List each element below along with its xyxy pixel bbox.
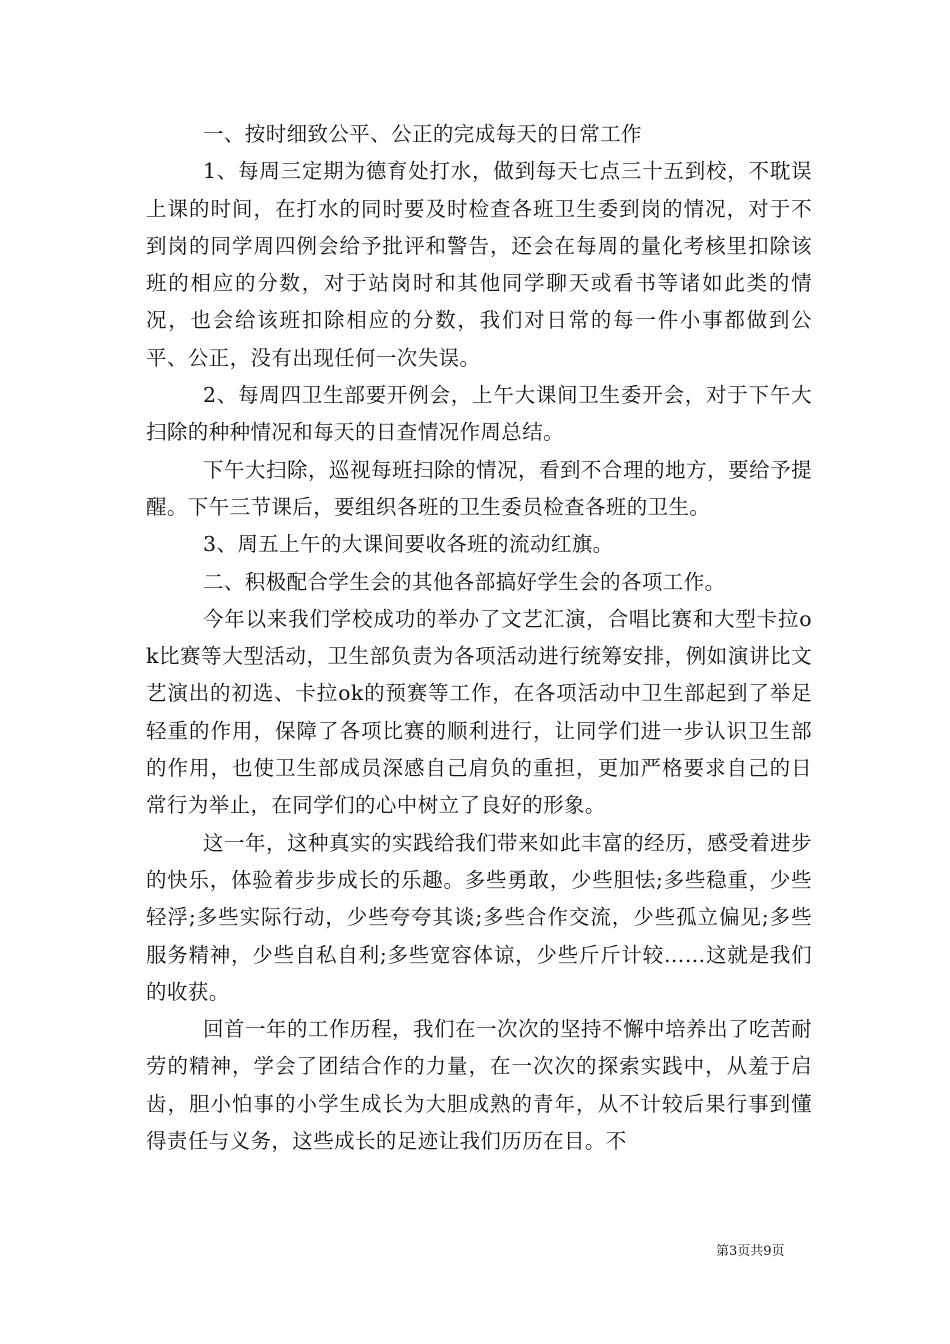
heading-section-two: 二、积极配合学生会的其他各部搞好学生会的各项工作。 — [203, 569, 726, 594]
paragraph-activities: 今年以来我们学校成功的举办了文艺汇演，合唱比赛和大型卡拉ok比赛等大型活动，卫生部负责为各项活动进行统筹安排，例如演讲比文艺演出的初选、卡拉ok的预赛等工作，在各项活动中卫生部起到了举足轻重的作用，保障了各项比赛的顺利进行，让同学们进一步认识卫生部的作用，也使卫生部成员深感自己肩负的重担，更加严格要求自己的日常行为举止，在同学们的心中树立了良好的形象。 — [146, 606, 812, 818]
paragraph-work-history: 回首一年的工作历程，我们在一次次的坚持不懈中培养出了吃苦耐劳的精神，学会了团结合作的力量，在一次次的探索实践中，从羞于启齿，胆小怕事的小学生成长为大胆成熟的青年，从不计较后果行事到懂得责任与义务，这些成长的足迹让我们历历在目。不 — [146, 1017, 812, 1154]
heading-section-one: 一、按时细致公平、公正的完成每天的日常工作 — [203, 122, 642, 146]
paragraph-afternoon-cleaning: 下午大扫除，巡视每班扫除的情况，看到不合理的地方，要给予提醒。下午三节课后，要组织各班的卫生委员检查各班的卫生。 — [146, 457, 812, 519]
paragraph-item-1: 1、每周三定期为德育处打水，做到每天七点三十五到校，不耽误上课的时间，在打水的同时要及时检查各班卫生委到岗的情况，对于不到岗的同学周四例会给予批评和警告，还会在每周的量化考核里扣除该班的相应的分数，对于站岗时和其他同学聊天或看书等诸如此类的情况，也会给该班扣除相应的分数，我们对日常的每一件小事都做到公平、公正，没有出现任何一次失误。 — [146, 159, 812, 370]
paragraph-item-2: 2、每周四卫生部要开例会，上午大课间卫生委开会，对于下午大扫除的种种情况和每天的日查情况作周总结。 — [146, 383, 812, 445]
document-body — [146, 116, 812, 1160]
paragraph-year-review: 这一年，这种真实的实践给我们带来如此丰富的经历，感受着进步的快乐，体验着步步成长的乐趣。多些勇敢，少些胆怯;多些稳重，少些轻浮;多些实际行动，少些夸夸其谈;多些合作交流，少些孤立偏见;多些服务精神，少些自私自利;多些宽容体谅，少些斤斤计较……这就是我们的收获。 — [146, 830, 812, 1004]
paragraph-item-3: 3、周五上午的大课间要收各班的流动红旗。 — [203, 532, 614, 557]
page-number: 第3页共9页 — [716, 1244, 785, 1259]
